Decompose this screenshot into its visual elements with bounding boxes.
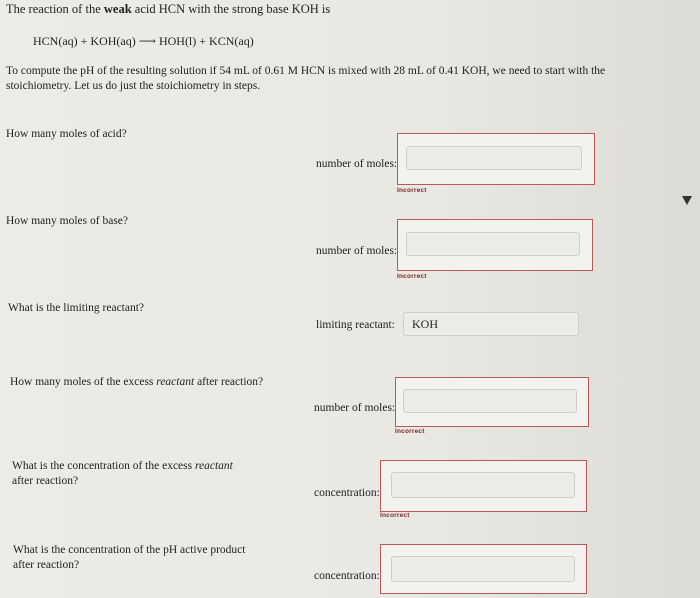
label-limiting-reactant: limiting reactant: <box>316 319 395 331</box>
question-moles-base: How many moles of base? <box>6 215 128 227</box>
label-conc-excess: concentration: <box>314 487 380 499</box>
intro-text: To compute the pH of the resulting solution if 54 mL of 0.61 M HCN is mixed with 28 mL of 0.41 KOH, we need to start with the stoichiometry. Let us do just the stoichiometry in steps. <box>6 65 606 92</box>
label-moles-acid: number of moles: <box>316 158 398 170</box>
question-moles-excess: How many moles of the excess reactant after reaction? <box>10 376 264 388</box>
feedback-moles-excess: Incorrect <box>395 428 425 435</box>
question-conc-excess: What is the concentration of the excess reactant after reaction? <box>12 460 233 487</box>
label-moles-excess: number of moles: <box>314 402 396 414</box>
conc-excess-input[interactable] <box>391 472 575 498</box>
label-conc-product: concentration: <box>314 570 380 582</box>
reaction-equation: HCN(aq) + KOH(aq) ⟶ HOH(l) + KCN(aq) <box>33 34 254 48</box>
label-moles-base: number of moles: <box>316 245 398 257</box>
feedback-moles-acid: Incorrect <box>397 187 427 194</box>
moles-acid-input[interactable] <box>406 146 582 170</box>
moles-excess-input[interactable] <box>403 389 577 413</box>
conc-product-input[interactable] <box>391 556 575 582</box>
limiting-reactant-input[interactable] <box>403 312 579 336</box>
mouse-pointer-icon <box>682 196 692 205</box>
question-moles-acid: How many moles of acid? <box>6 128 127 140</box>
feedback-moles-base: Incorrect <box>397 273 427 280</box>
question-conc-product: What is the concentration of the pH active product after reaction? <box>13 544 246 571</box>
moles-base-input[interactable] <box>406 232 580 256</box>
question-limiting-reactant: What is the limiting reactant? <box>8 302 145 314</box>
feedback-conc-excess: Incorrect <box>380 512 410 519</box>
intro-title: The reaction of the weak acid HCN with the strong base KOH is <box>6 2 331 16</box>
